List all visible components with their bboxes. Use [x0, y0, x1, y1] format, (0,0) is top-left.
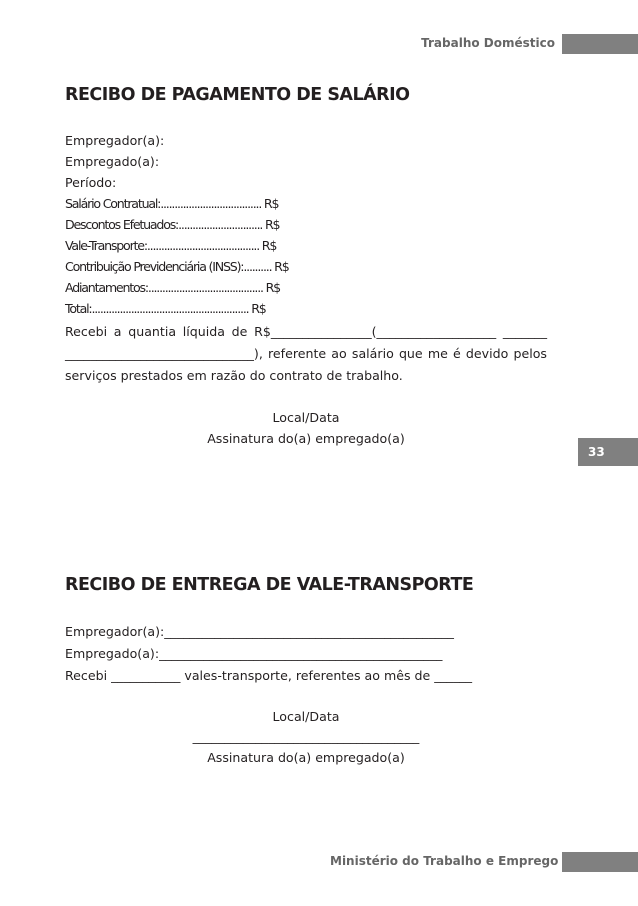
receipt-paragraph-line-2: ______________________________), referente ao salário que me é devido pelos: [65, 346, 547, 361]
total-line: Total:........................................................ R$: [65, 301, 266, 316]
page-number-tab: [578, 438, 638, 466]
transport-receipt-title: RECIBO DE ENTREGA DE VALE-TRANSPORTE: [65, 575, 474, 595]
receipt-paragraph-line-3: serviços prestados em razão do contrato de trabalho.: [65, 368, 403, 383]
footer-bar: [562, 852, 638, 872]
employee-signature-label: Assinatura do(a) empregado(a): [207, 431, 405, 446]
employee-line-2: Empregado(a):_____________________________________________: [65, 646, 443, 661]
employer-line-2: Empregador(a):______________________________________________: [65, 624, 454, 639]
local-date-label-2: Local/Data: [272, 709, 340, 724]
employee-signature-label-2: Assinatura do(a) empregado(a): [207, 750, 405, 765]
local-date-label: Local/Data: [272, 410, 340, 425]
header-running-title: Trabalho Doméstico: [421, 36, 555, 50]
receipt-paragraph-line-1: Recebi a quantia líquida de R$________________(___________________ _______: [65, 324, 547, 339]
employer-line: Empregador(a):: [65, 133, 165, 148]
signature-underline: ____________________________________: [192, 729, 420, 744]
contract-salary-line: Salário Contratual:.................................... R$: [65, 196, 279, 211]
page-number: 33: [588, 445, 605, 459]
employee-line: Empregado(a):: [65, 154, 160, 169]
advances-line: Adiantamentos:......................................... R$: [65, 280, 280, 295]
vouchers-received-line: Recebi ___________ vales-transporte, referentes ao mês de ______: [65, 668, 473, 683]
footer-ministry: Ministério do Trabalho e Emprego: [330, 854, 559, 868]
discounts-line: Descontos Efetuados:.............................. R$: [65, 217, 280, 232]
salary-receipt-title: RECIBO DE PAGAMENTO DE SALÁRIO: [65, 85, 410, 105]
header-bar: [562, 34, 638, 54]
inss-contribution-line: Contribuição Previdenciária (INSS):.......... R$: [65, 259, 289, 274]
period-line: Período:: [65, 175, 117, 190]
transport-voucher-line: Vale-Transporte:........................................ R$: [65, 238, 277, 253]
